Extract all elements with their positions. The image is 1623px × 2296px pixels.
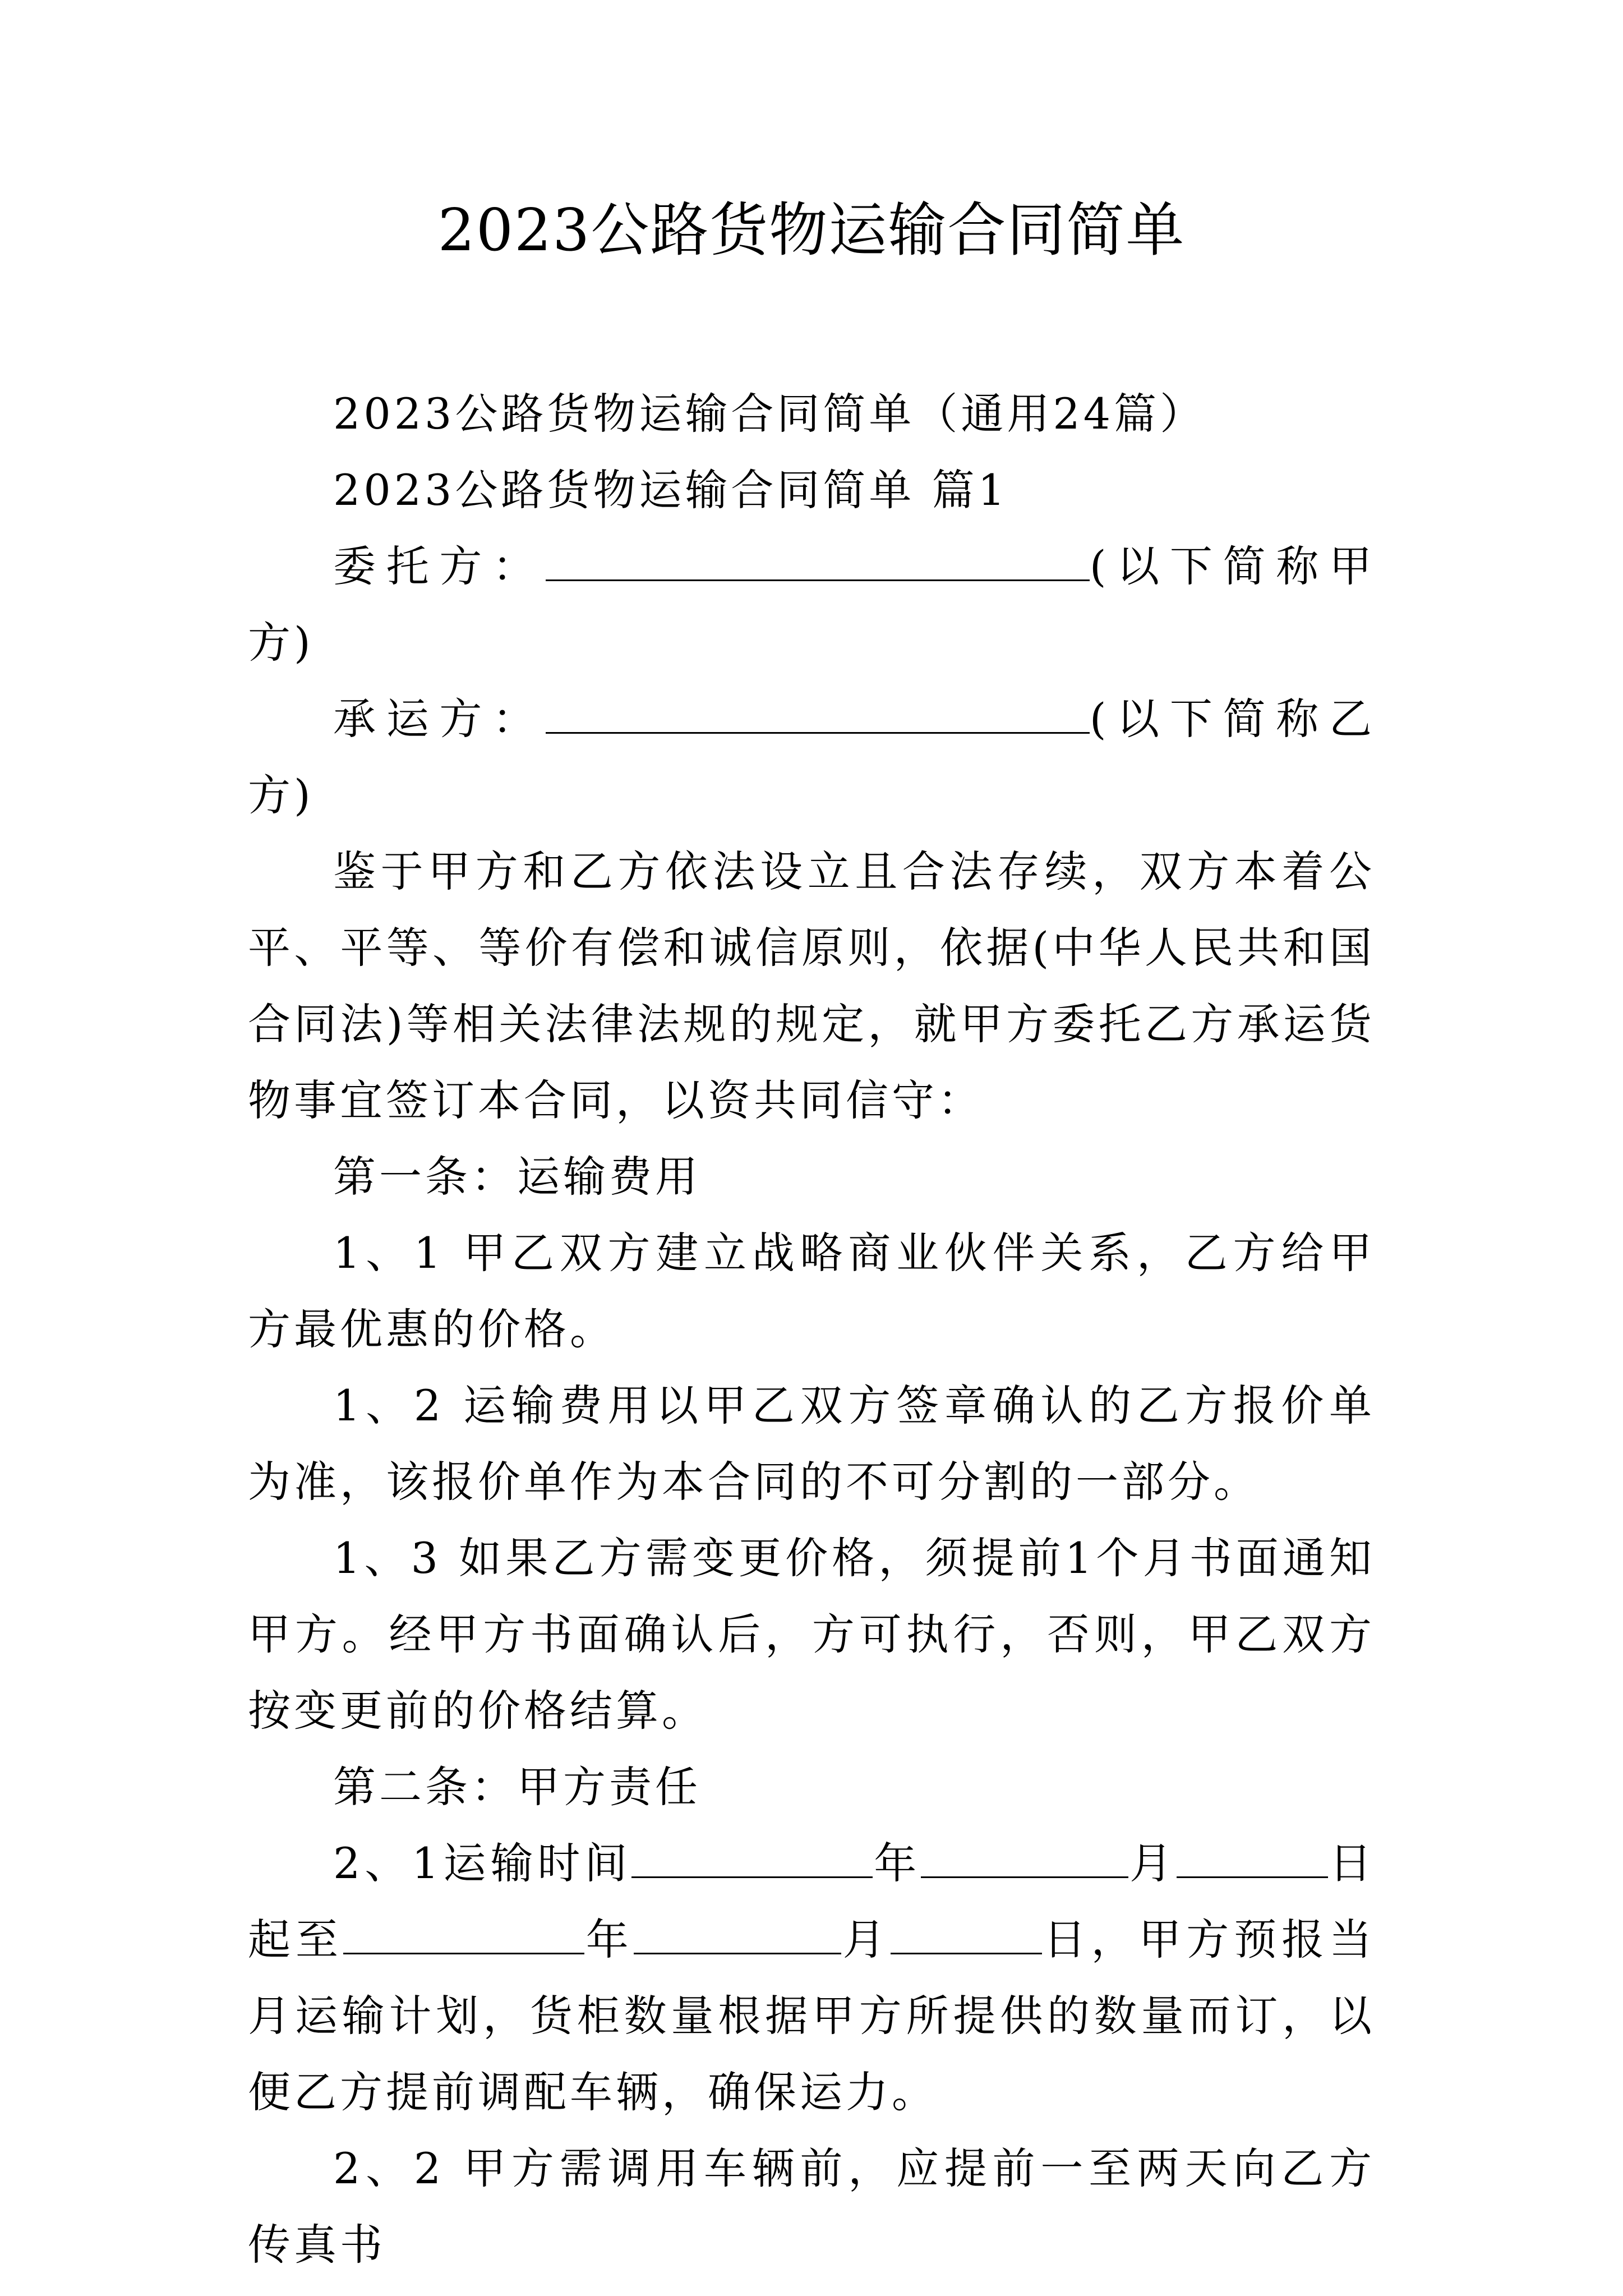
start-year-label: 年 [873,1838,921,1888]
clause-1-1: 1、1 甲乙双方建立战略商业伙伴关系，乙方给甲方最优惠的价格。 [248,1228,1375,1354]
client-suffix: (以下简称甲方) [248,541,1376,668]
start-day-label: 日起 [248,1838,1376,1964]
clause-2-2: 2、2 甲方需调用车辆前，应提前一至两天向乙方传真书 [248,2143,1375,2270]
start-day-blank [1177,1843,1328,1878]
client-blank [546,546,1090,581]
end-year-label: 年 [584,1915,634,1964]
end-month-blank [634,1919,841,1954]
clause-2-1-rest: 日，甲方预报当月运输计划，货柜数量根据甲方所提供的数量而订，以便乙方提前调配车辆，确保运力。 [248,1915,1376,2117]
start-month-blank [921,1843,1128,1878]
end-day-blank [891,1919,1042,1954]
client-label: 委托方： [333,541,546,591]
end-to-label: 至 [295,1915,343,1964]
end-month-label: 月 [841,1915,891,1964]
carrier-blank [546,698,1090,734]
clause-1-2: 1、2 运输费用以甲乙双方签章确认的乙方报价单为准，该报价单作为本合同的不可分割的一部分。 [248,1381,1375,1507]
article-2-heading: 第二条：甲方责任 [333,1762,701,1812]
start-month-label: 月 [1128,1838,1177,1888]
end-year-blank [343,1919,584,1954]
carrier-suffix: (以下简称乙方) [248,694,1376,820]
article-1-heading: 第一条：运输费用 [333,1152,701,1202]
preamble: 鉴于甲方和乙方依法设立且合法存续，双方本着公平、平等、等价有偿和诚信原则，依据(中华人民共和国合同法)等相关法律法规的规定，就甲方委托乙方承运货物事宜签订本合同，以资共同信守： [248,846,1375,1125]
carrier-label: 承运方： [333,694,546,744]
section-heading: 2023公路货物运输合同简单 篇1 [333,465,1008,515]
clause-1-3: 1、3 如果乙方需变更价格，须提前1个月书面通知甲方。经甲方书面确认后，方可执行，否则，甲乙双方按变更前的价格结算。 [248,1533,1375,1736]
client-line [248,528,1375,681]
clause-2-1 [248,1825,1375,2131]
carrier-line [248,681,1375,834]
document-title: 2023公路货物运输合同简单 [437,196,1186,264]
document-subtitle: 2023公路货物运输合同简单（通用24篇） [333,389,1206,439]
start-year-blank [631,1843,873,1878]
clause-2-1-lead: 2、1运输时间 [333,1838,632,1888]
document-body [248,376,1375,2283]
